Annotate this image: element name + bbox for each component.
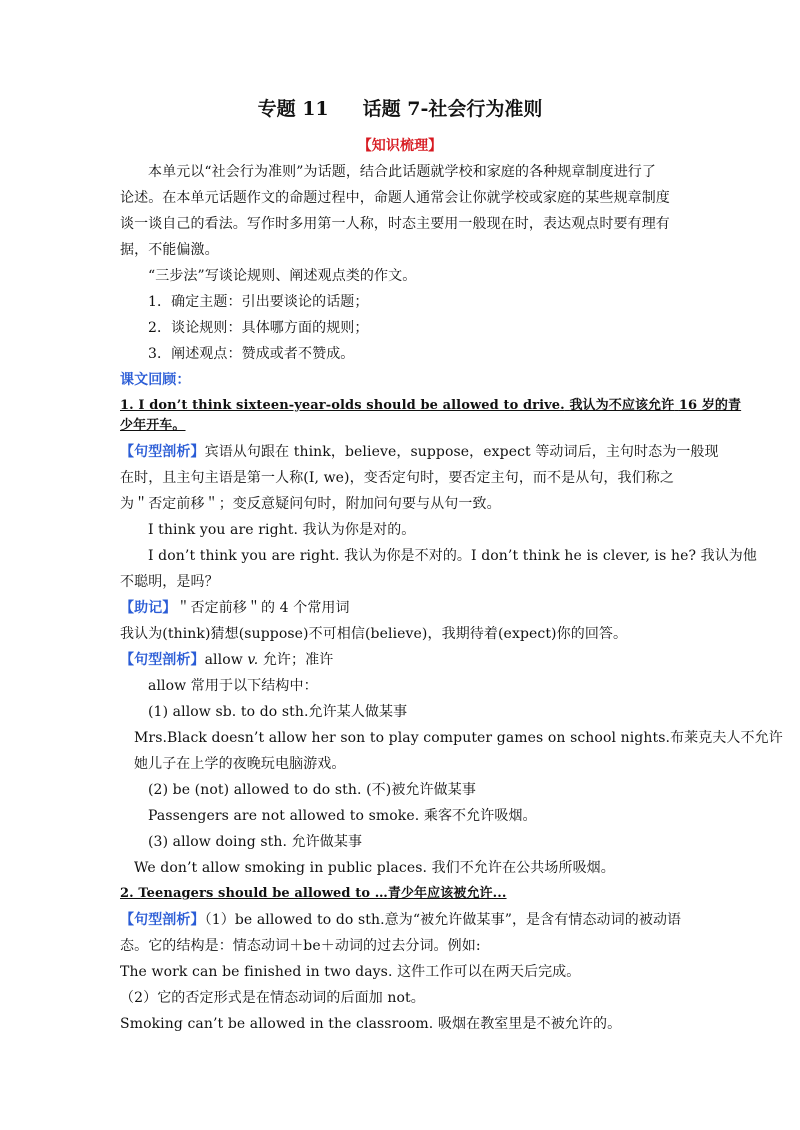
analysis-2-meaning: 允许；准许 [258,652,334,668]
page-title [0,96,800,122]
example-1b: 她儿子在上学的夜晚玩电脑游戏。 [134,756,346,772]
step-1: 1．确定主题：引出要谈论的话题； [148,294,369,310]
memo-line [120,598,686,618]
example-2: Passengers are not allowed to smoke. 乘客不允许吸烟。 [148,808,537,824]
structure-2: (2) be (not) allowed to do sth. (不)被允许做某事 [148,782,476,798]
item-2-chinese: 青少年应该被允许... [387,886,507,901]
item-1-chinese-a: 我认为不应该允许 [569,398,675,413]
title-topic-number: 专题 11 [257,98,329,120]
step-2: 2．谈论规则：具体哪方面的规则； [148,320,369,336]
analysis-1-tag: 【句型剖析】 [120,444,205,460]
analysis-1-text-1: 宾语从句跟在 think，believe，suppose，expect 等动词后，主句时态为一般现 [204,444,719,460]
example-1a: Mrs.Black doesn’t allow her son to play computer games on school nights.布莱克夫人不允许 [134,730,783,746]
example-3: We don’t allow smoking in public places. 我们不允许在公共场所吸烟。 [134,860,615,876]
analysis-3-tag: 【句型剖析】 [120,912,205,928]
item-1-chinese-b: 16 岁的青 [678,398,742,413]
analysis-3-line-1 [120,910,686,930]
step-3: 3．阐述观点：赞成或者不赞成。 [148,346,355,362]
analysis-2-usage: allow 常用于以下结构中： [148,678,318,694]
item-2-english: 2. Teenagers should be allowed to … [120,886,388,901]
analysis-2-word: allow [204,652,248,668]
item-1-english: 1. I don’t think sixteen-year-olds should be allowed to drive. [120,398,565,413]
intro-line-4: 据，不能偏激。 [120,242,219,258]
analysis-1-example-1: I think you are right. 我认为你是对的。 [148,522,416,538]
analysis-3-line-2: 态。它的结构是：情态动词＋be＋动词的过去分词。例如: [120,938,481,954]
section-header: 【知识梳理】 [357,138,443,154]
analysis-3-line-4: （2）它的否定形式是在情态动词的后面加 not。 [120,990,425,1006]
intro-line-1: 本单元以“社会行为准则”为话题，结合此话题就学校和家庭的各种规章制度进行了 [148,164,657,180]
analysis-2-pos: v. [247,652,259,668]
analysis-3-text-1: （1）be allowed to do sth.意为“被允许做某事”，是含有情态动词的被动语 [204,912,682,928]
analysis-1-line-2: 在时，且主句主语是第一人称(I, we)，变否定句时，要否定主句，而不是从句，我们称之 [120,470,674,486]
structure-3: (3) allow doing sth. 允许做某事 [148,834,363,850]
analysis-1-line-1 [120,442,719,462]
intro-line-2: 论述。在本单元话题作文的命题过程中，命题人通常会让你就学校或家庭的某些规章制度 [120,190,670,206]
item-2-sentence [120,884,686,904]
memo-mnemonic: 我认为(think)猜想(suppose)不可相信(believe)，我期待着(expect)你的回答。 [120,626,628,642]
analysis-1-line-3: 为＂否定前移＂；变反意疑问句时，附加问句要与从句一致。 [120,496,501,512]
analysis-1-example-2-cont: 不聪明，是吗？ [120,574,219,590]
analysis-3-line-5: Smoking can’t be allowed in the classroom. 吸烟在教室里是不被允许的。 [120,1016,622,1032]
item-1-sentence [120,396,742,416]
item-1-chinese-c: 少年开车。 [120,418,186,433]
title-topic-name: 话题 7-社会行为准则 [362,98,543,120]
analysis-3-line-3: The work can be finished in two days. 这件工作可以在两天后完成。 [120,964,581,980]
review-heading: 课文回顾： [120,372,191,388]
intro-line-3: 谈一谈自己的看法。写作时多用第一人称，时态主要用一般现在时，表达观点时要有理有 [120,216,670,232]
analysis-1-example-2: I don’t think you are right. 我认为你是不对的。I don’t think he is clever, is he? 我认为他 [148,548,758,564]
analysis-2-tag: 【句型剖析】 [120,652,205,668]
memo-tag: 【助记】 [120,600,177,616]
structure-1: (1) allow sb. to do sth.允许某人做某事 [148,704,408,720]
memo-text: ＂否定前移＂的 4 个常用词 [176,600,350,616]
analysis-2-line-1 [120,650,686,670]
steps-intro: “三步法”写谈论规则、阐述观点类的作文。 [148,268,417,284]
